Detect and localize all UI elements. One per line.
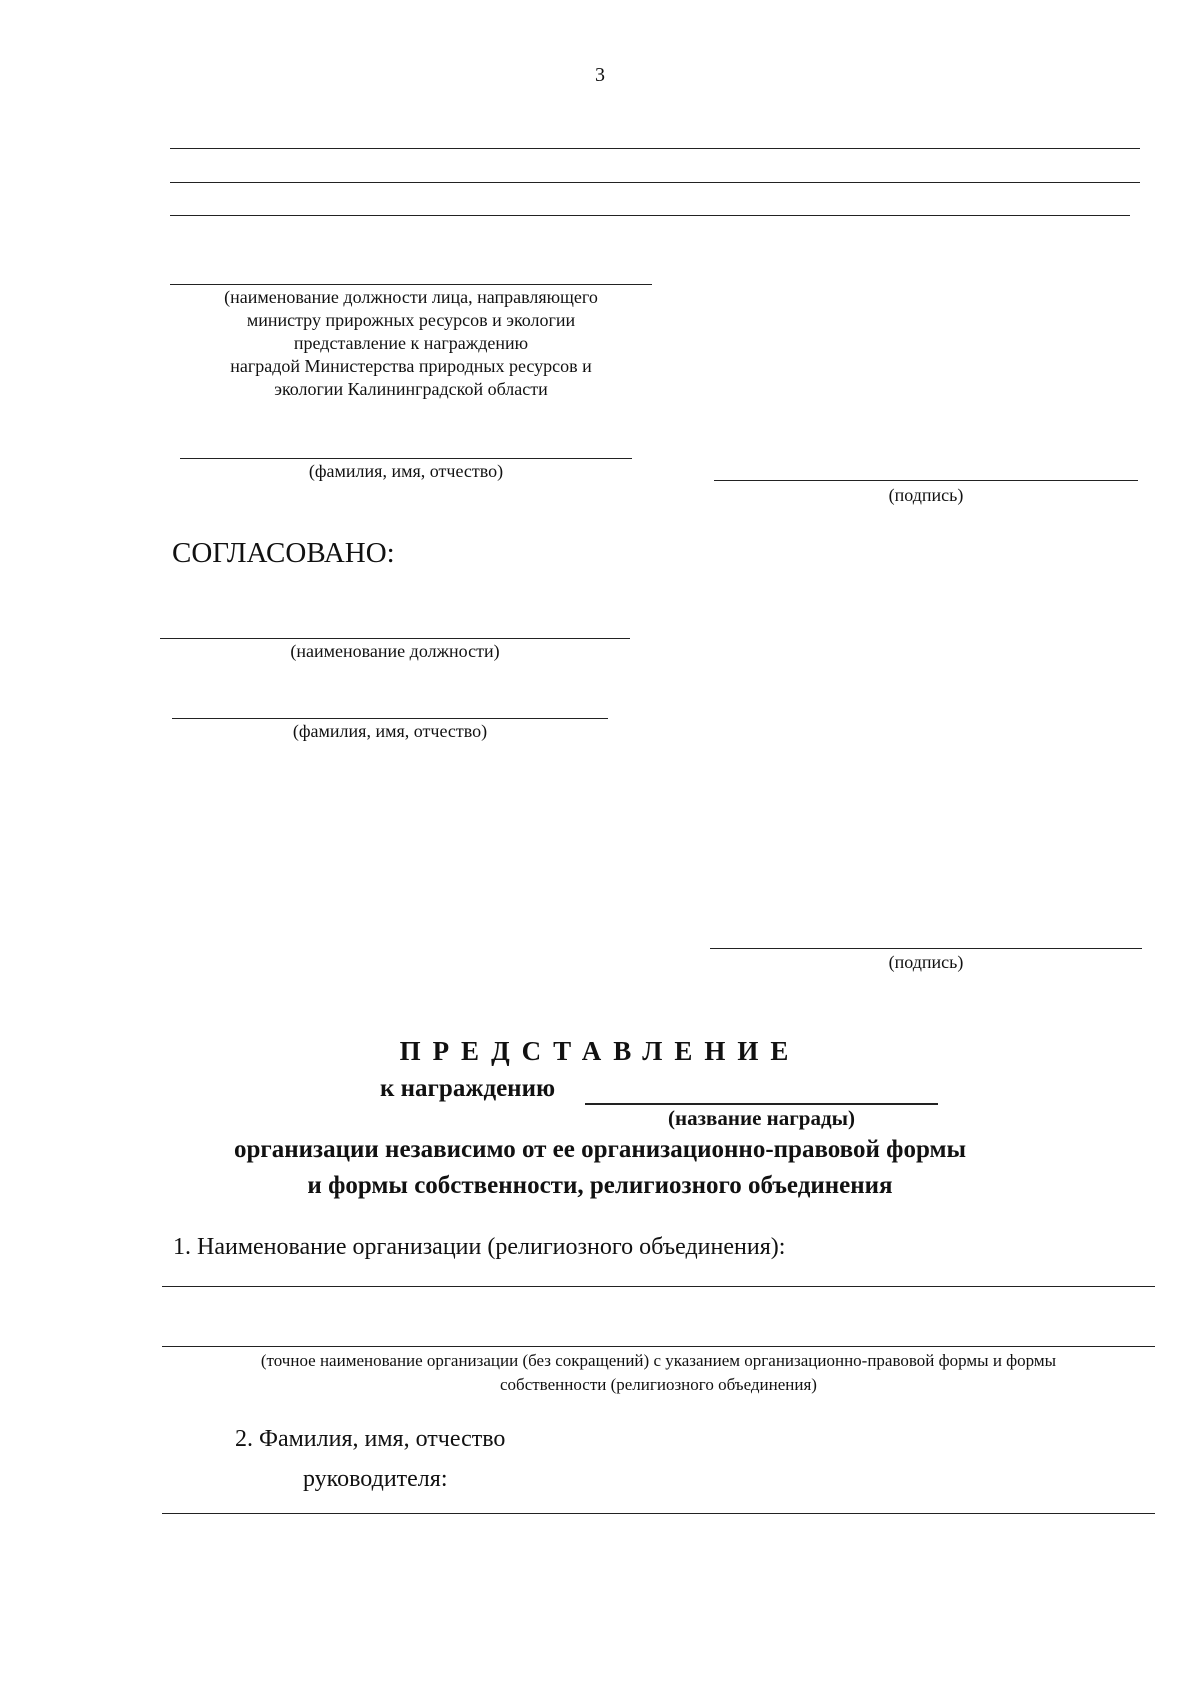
title-line-2: и формы собственности, религиозного объединения	[307, 1172, 893, 1199]
award-caption: (название награды)	[668, 1106, 855, 1130]
approval-position-caption: (наименование должности)	[290, 641, 500, 661]
signature-line	[714, 480, 1138, 481]
item2-line	[162, 1513, 1155, 1514]
approval-fio-line	[172, 718, 608, 719]
approval-signature-line	[710, 948, 1142, 949]
position-line	[170, 284, 652, 285]
top-blank-line-1	[170, 148, 1140, 149]
item1-line-1	[162, 1286, 1155, 1287]
award-prefix: к награждению	[380, 1075, 556, 1102]
item1-label: 1. Наименование организации (религиозного объединения):	[173, 1234, 786, 1260]
fio-line	[180, 458, 632, 459]
top-blank-line-2	[170, 182, 1140, 183]
award-line	[585, 1103, 938, 1105]
page-number: 3	[595, 64, 605, 86]
item1-caption: (точное наименование организации (без сокращений) с указанием организационно-правовой формы и формы собственности (религиозного объединения)	[260, 1351, 1057, 1394]
position-caption: (наименование должности лица, направляющего министру прирожных ресурсов и экологии представление к награждению наградой Министерства природных ресурсов и экологии Калининградской области	[224, 287, 598, 399]
top-blank-line-3	[170, 215, 1130, 216]
approval-fio-caption: (фамилия, имя, отчество)	[292, 721, 488, 741]
title-line-1: организации независимо от ее организационно-правовой формы	[233, 1136, 967, 1163]
document-title: ПРЕДСТАВЛЕНИЕ	[399, 1036, 801, 1066]
approval-signature-caption: (подпись)	[888, 952, 964, 972]
item1-line-2	[162, 1346, 1155, 1347]
item2-label-line-2: руководителя:	[303, 1466, 448, 1492]
item2-label-line-1: 2. Фамилия, имя, отчество	[235, 1426, 506, 1452]
approval-heading: СОГЛАСОВАНО:	[172, 537, 395, 569]
approval-position-line	[160, 638, 630, 639]
fio-caption: (фамилия, имя, отчество)	[308, 461, 504, 481]
signature-caption: (подпись)	[888, 485, 964, 505]
